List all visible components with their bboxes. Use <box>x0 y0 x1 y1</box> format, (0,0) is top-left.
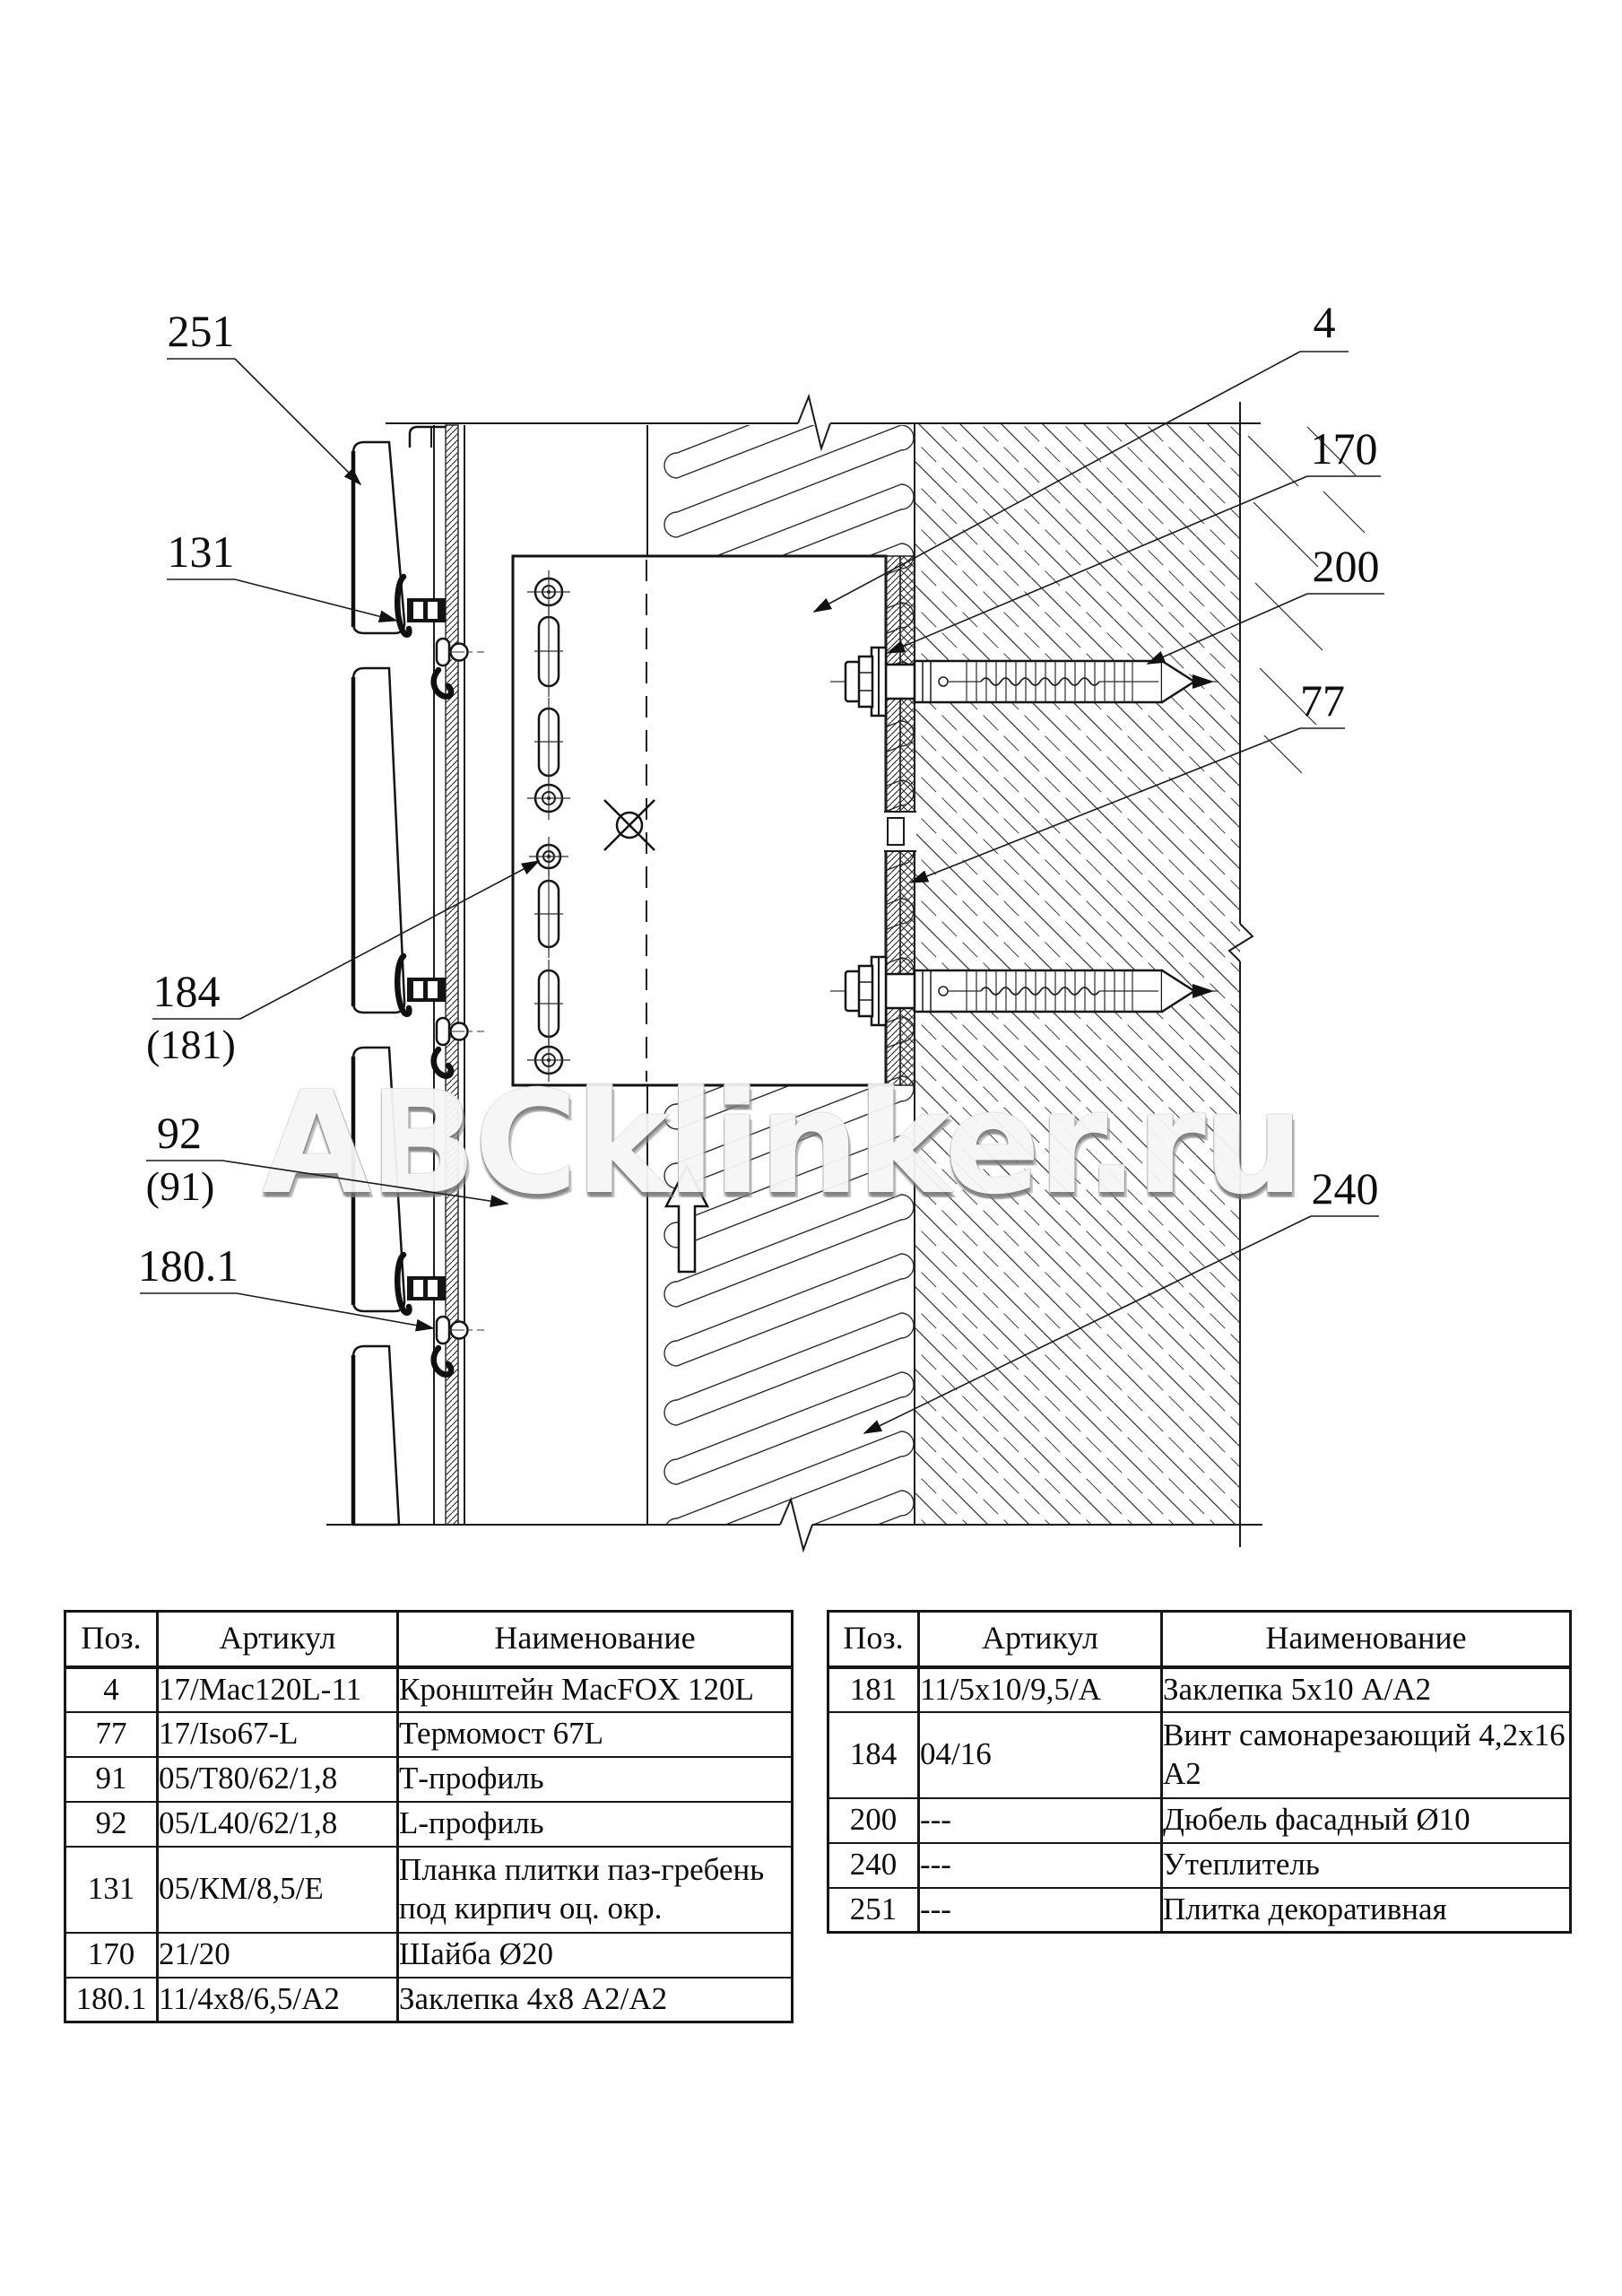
cell-name: Утеплитель <box>1162 1843 1571 1888</box>
cell-article: 11/5x10/9,5/А <box>919 1667 1162 1712</box>
col-header-name: Наименование <box>398 1612 793 1667</box>
table-row <box>65 1667 793 1712</box>
cell-pos: 200 <box>828 1798 919 1843</box>
cell-pos: 251 <box>828 1888 919 1933</box>
cell-article: 05/L40/62/1,8 <box>158 1802 398 1847</box>
col-header-pos: Поз. <box>828 1612 919 1667</box>
parts-table-right <box>827 1610 1572 1934</box>
col-header-pos: Поз. <box>65 1612 158 1667</box>
cell-article: 11/4x8/6,5/А2 <box>158 1978 398 2022</box>
cell-pos: 180.1 <box>65 1978 158 2022</box>
table-row <box>828 1798 1571 1843</box>
col-header-article: Артикул <box>158 1612 398 1667</box>
table-row <box>828 1667 1571 1712</box>
cell-name: Планка плитки паз-гребень под кирпич оц. окр. <box>398 1847 793 1933</box>
col-header-article: Артикул <box>919 1612 1162 1667</box>
bracket-plate <box>513 556 886 1085</box>
table-row <box>65 1757 793 1802</box>
callout-92: 92 <box>157 1108 202 1158</box>
cell-name: Плитка декоративная <box>1162 1888 1571 1933</box>
table-row <box>828 1888 1571 1933</box>
cell-pos: 131 <box>65 1847 158 1933</box>
callout-77: 77 <box>1300 675 1345 726</box>
callout-180-1: 180.1 <box>137 1240 239 1291</box>
cell-pos: 91 <box>65 1757 158 1802</box>
table-row <box>828 1843 1571 1888</box>
facade-cladding <box>353 425 484 1525</box>
cell-article: --- <box>919 1888 1162 1933</box>
table-row <box>65 1847 793 1933</box>
cell-article: 05/КМ/8,5/Е <box>158 1847 398 1933</box>
callout-240: 240 <box>1311 1163 1379 1213</box>
cell-pos: 184 <box>828 1712 919 1798</box>
plank-top-hook <box>410 427 446 448</box>
callout-4: 4 <box>1313 297 1336 347</box>
cell-article: 17/Iso67-L <box>158 1712 398 1757</box>
cell-name: Винт самонарезающий 4,2x16 А2 <box>1162 1712 1571 1798</box>
callout-181: (181) <box>146 1022 236 1067</box>
callout-170: 170 <box>1310 423 1378 474</box>
table-row <box>828 1712 1571 1798</box>
cell-article: 05/Т80/62/1,8 <box>158 1757 398 1802</box>
table-row <box>65 1933 793 1978</box>
cell-name: Т-профиль <box>398 1757 793 1802</box>
callout-200: 200 <box>1312 541 1380 591</box>
cell-pos: 181 <box>828 1667 919 1712</box>
cell-name: Шайба Ø20 <box>398 1933 793 1978</box>
cell-pos: 77 <box>65 1712 158 1757</box>
cell-article: 21/20 <box>158 1933 398 1978</box>
callout-251: 251 <box>167 306 235 356</box>
cell-name: Кронштейн MacFOX 120L <box>398 1667 793 1712</box>
cell-pos: 92 <box>65 1802 158 1847</box>
cell-article: --- <box>919 1843 1162 1888</box>
cell-pos: 240 <box>828 1843 919 1888</box>
cell-name: Заклепка 5x10 А/А2 <box>1162 1667 1571 1712</box>
watermark-text: ABCklinker.ru <box>262 1061 1302 1226</box>
cell-name: Заклепка 4x8 А2/А2 <box>398 1978 793 2022</box>
wall-hatch-overrun <box>1248 427 1365 773</box>
col-header-name: Наименование <box>1162 1612 1571 1667</box>
callout-131: 131 <box>167 526 235 577</box>
cell-pos: 170 <box>65 1933 158 1978</box>
cell-name: Термомост 67L <box>398 1712 793 1757</box>
callout-184: 184 <box>152 966 221 1016</box>
callout-91: (91) <box>145 1163 215 1209</box>
cell-article: 04/16 <box>919 1712 1162 1798</box>
cell-pos: 4 <box>65 1667 158 1712</box>
plank-131-section <box>446 425 458 1525</box>
tile-4 <box>353 1346 399 1525</box>
table-row <box>65 1802 793 1847</box>
parts-table-left <box>64 1610 794 2023</box>
cell-name: Дюбель фасадный Ø10 <box>1162 1798 1571 1843</box>
table-row <box>65 1712 793 1757</box>
cell-name: L-профиль <box>398 1802 793 1847</box>
cell-article: --- <box>919 1798 1162 1843</box>
cell-article: 17/Mac120L-11 <box>158 1667 398 1712</box>
bracket-4 <box>513 556 886 1085</box>
table-row <box>65 1978 793 2022</box>
tile-2 <box>353 668 404 1013</box>
